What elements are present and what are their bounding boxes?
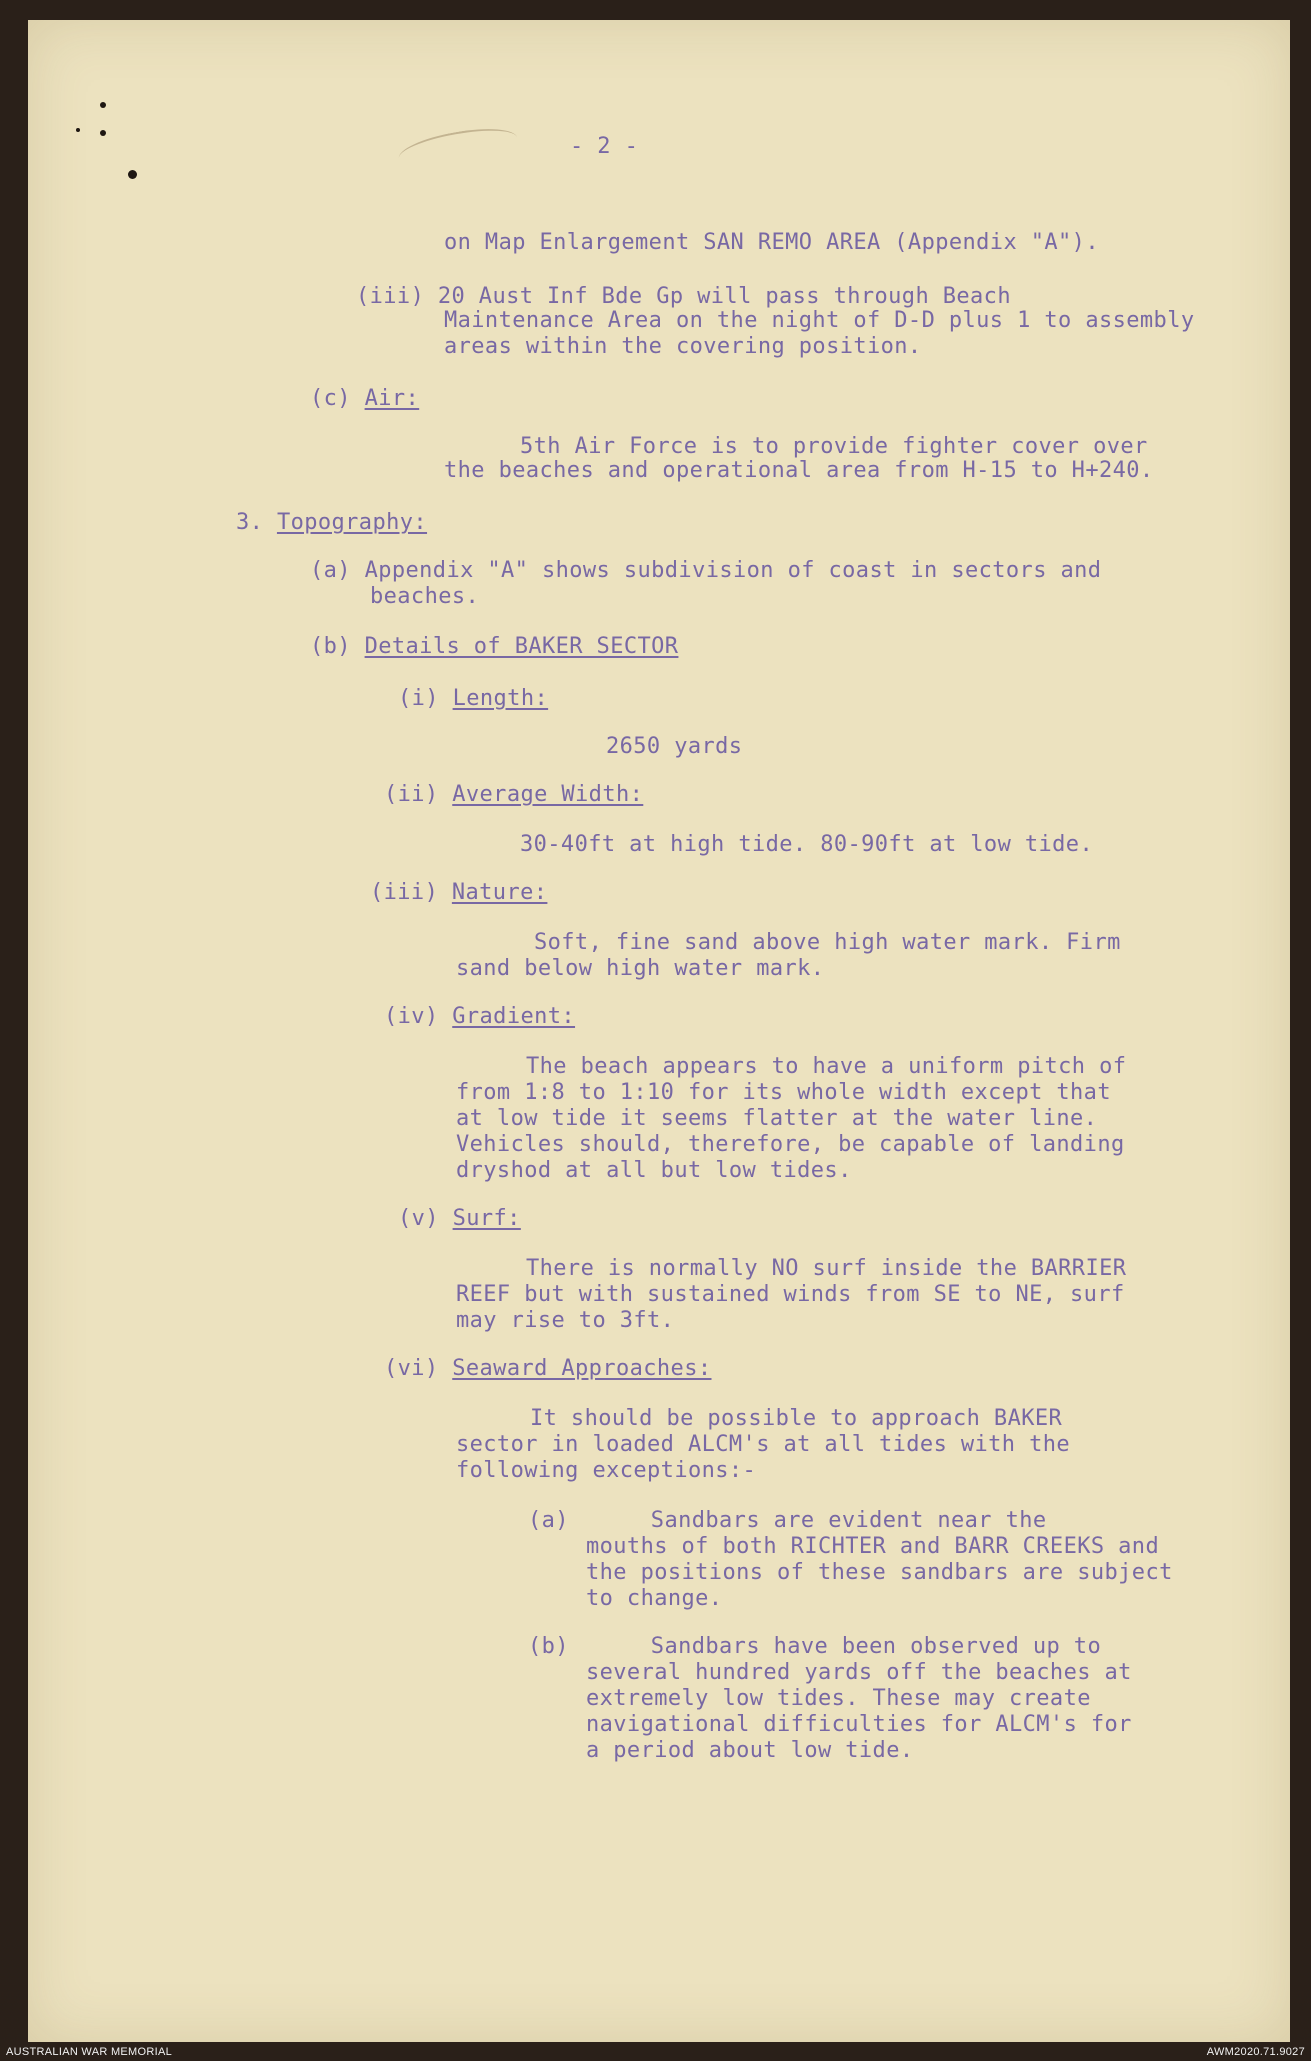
text-line: beaches. [370,584,480,609]
subsection-heading: (v) Surf: [398,1206,521,1231]
text-line: (iii) 20 Aust Inf Bde Gp will pass through Beach [356,284,1011,309]
punch-hole [100,130,106,136]
text-line: (b) Sandbars have been observed up to [528,1634,1102,1659]
footer-archive-name: AUSTRALIAN WAR MEMORIAL [6,2046,173,2058]
heading-label: Details of BAKER SECTOR [364,634,679,659]
footer-accession-number: AWM2020.71.9027 [1206,2046,1305,2058]
page-number: - 2 - [570,134,639,159]
text-line: mouths of both RICHTER and BARR CREEKS and [586,1534,1160,1559]
text-line: may rise to 3ft. [456,1308,675,1333]
subsection-heading: (iv) Gradient: [384,1004,576,1029]
punch-hole [76,128,80,132]
text-line: There is normally NO surf inside the BARRIER [526,1256,1127,1281]
heading-label: Surf: [452,1206,521,1231]
text-line: several hundred yards off the beaches at [586,1660,1132,1685]
text-line: sector in loaded ALCM's at all tides with the [456,1432,1071,1457]
text-line: 5th Air Force is to provide fighter cover over [520,434,1148,459]
punch-hole [100,102,106,108]
heading-label: Seaward Approaches: [452,1356,712,1381]
subsection-heading: (ii) Average Width: [384,782,644,807]
text-line: sand below high water mark. [456,956,825,981]
section-heading: (c) Air: [310,386,420,411]
section-heading: 3. Topography: [236,510,428,535]
text-line: areas within the covering position. [444,334,922,359]
text-line: It should be possible to approach BAKER [530,1406,1063,1431]
punch-hole [128,170,137,179]
heading-label: Gradient: [452,1004,576,1029]
text-line: Maintenance Area on the night of D-D plus 1 to assembly [444,308,1195,333]
subsection-heading: (iii) Nature: [370,880,548,905]
text-line: navigational difficulties for ALCM's for [586,1712,1132,1737]
subsection-heading: (vi) Seaward Approaches: [384,1356,712,1381]
text-line: a period about low tide. [586,1738,914,1763]
text-line: on Map Enlargement SAN REMO AREA (Appendix "A"). [444,230,1099,255]
section-heading: (b) Details of BAKER SECTOR [310,634,679,659]
text-line: Soft, fine sand above high water mark. Firm [534,930,1121,955]
heading-label: Air: [364,386,420,411]
text-line: Vehicles should, therefore, be capable of landing [456,1132,1125,1157]
heading-label: Nature: [451,880,548,905]
text-line: following exceptions:- [456,1458,757,1483]
text-line: from 1:8 to 1:10 for its whole width except that [456,1080,1111,1105]
text-line: 2650 yards [606,734,743,759]
paper-crease [396,122,520,174]
text-line: (a) Sandbars are evident near the [528,1508,1047,1533]
text-line: to change. [586,1586,723,1611]
text-line: 30-40ft at high tide. 80-90ft at low tide. [520,832,1094,857]
text-line: the beaches and operational area from H-15 to H+240. [444,458,1154,483]
text-line: extremely low tides. These may create [586,1686,1091,1711]
text-line: The beach appears to have a uniform pitch of [526,1054,1127,1079]
heading-label: Topography: [276,510,428,535]
text-line: the positions of these sandbars are subject [586,1560,1173,1585]
text-line: at low tide it seems flatter at the water line. [456,1106,1098,1131]
text-line: REEF but with sustained winds from SE to NE, surf [456,1282,1125,1307]
heading-label: Length: [452,686,549,711]
text-line: dryshod at all but low tides. [456,1158,852,1183]
text-line: (a) Appendix "A" shows subdivision of coast in sectors and [310,558,1102,583]
subsection-heading: (i) Length: [398,686,549,711]
heading-label: Average Width: [452,782,644,807]
